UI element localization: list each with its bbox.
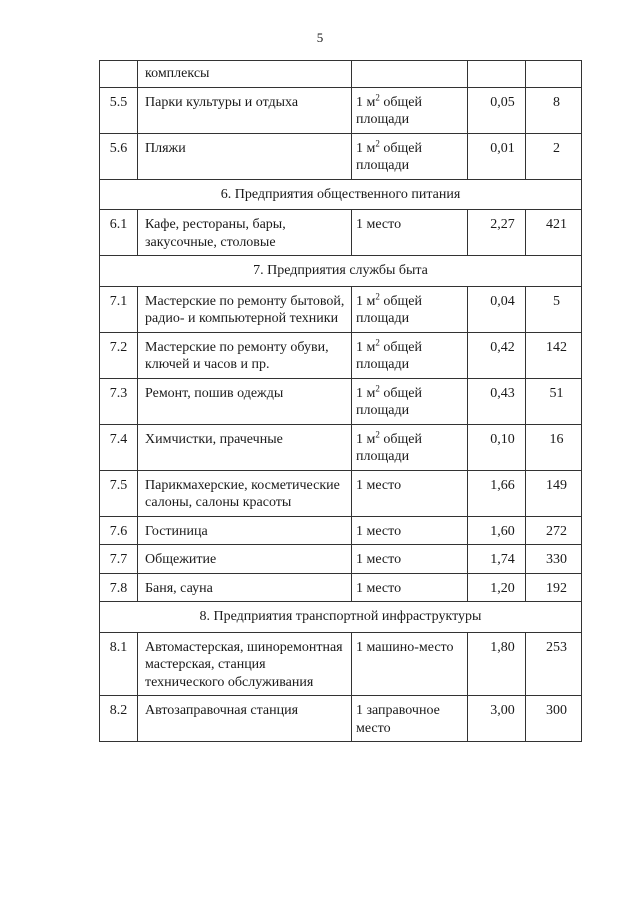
row-number: 6.1 xyxy=(100,210,138,256)
row-number: 8.1 xyxy=(100,632,138,696)
row-unit: 1 $м^2$ общей площади xyxy=(352,133,468,179)
norms-table xyxy=(99,60,582,742)
row-name: Автозаправочная станция xyxy=(138,696,352,742)
row-value-1: 0,43 xyxy=(468,378,526,424)
row-unit: 1 место xyxy=(352,545,468,574)
section-header-row xyxy=(100,179,582,210)
row-number: 7.1 xyxy=(100,286,138,332)
section-title: 8. Предприятия транспортной инфраструктуры xyxy=(100,602,582,633)
row-value-2: 142 xyxy=(526,332,582,378)
table-row xyxy=(100,87,582,133)
row-unit: 1 место xyxy=(352,573,468,602)
row-value-1: 1,66 xyxy=(468,470,526,516)
table-row xyxy=(100,424,582,470)
row-name: Кафе, рестораны, бары, закусочные, столовые xyxy=(138,210,352,256)
row-number: 7.3 xyxy=(100,378,138,424)
table-row xyxy=(100,378,582,424)
row-value-1: 1,20 xyxy=(468,573,526,602)
table-row xyxy=(100,133,582,179)
row-value-2: 5 xyxy=(526,286,582,332)
row-value-2: 300 xyxy=(526,696,582,742)
row-number: 7.5 xyxy=(100,470,138,516)
section-header-row xyxy=(100,256,582,287)
row-name: Пляжи xyxy=(138,133,352,179)
row-name: Химчистки, прачечные xyxy=(138,424,352,470)
row-value-1: 0,01 xyxy=(468,133,526,179)
row-value-2: 2 xyxy=(526,133,582,179)
row-value-1: 1,74 xyxy=(468,545,526,574)
row-value-1: 2,27 xyxy=(468,210,526,256)
row-value-2 xyxy=(526,61,582,88)
row-number: 7.6 xyxy=(100,516,138,545)
row-name: комплексы xyxy=(138,61,352,88)
row-number: 7.4 xyxy=(100,424,138,470)
row-value-1: 1,80 xyxy=(468,632,526,696)
row-name: Гостиница xyxy=(138,516,352,545)
row-value-1: 0,42 xyxy=(468,332,526,378)
row-value-2: 272 xyxy=(526,516,582,545)
table-row xyxy=(100,286,582,332)
row-name: Ремонт, пошив одежды xyxy=(138,378,352,424)
row-unit: 1 место xyxy=(352,470,468,516)
row-number: 5.5 xyxy=(100,87,138,133)
row-unit: 1 $м^2$ общей площади xyxy=(352,424,468,470)
row-unit: 1 $м^2$ общей площади xyxy=(352,87,468,133)
row-value-2: 421 xyxy=(526,210,582,256)
row-unit: 1 заправочное место xyxy=(352,696,468,742)
row-value-1: 0,05 xyxy=(468,87,526,133)
table-row xyxy=(100,516,582,545)
norms-table-body xyxy=(100,61,582,742)
row-number: 7.2 xyxy=(100,332,138,378)
table-row xyxy=(100,632,582,696)
row-name: Автомастерская, шиноремонтная мастерская, станция технического обслуживания xyxy=(138,632,352,696)
page-number: 5 xyxy=(316,30,324,45)
row-value-1 xyxy=(468,61,526,88)
row-value-1: 0,10 xyxy=(468,424,526,470)
table-row xyxy=(100,61,582,88)
row-unit xyxy=(352,61,468,88)
row-number: 8.2 xyxy=(100,696,138,742)
table-row xyxy=(100,696,582,742)
row-value-1: 0,04 xyxy=(468,286,526,332)
table-row xyxy=(100,470,582,516)
row-value-1: 1,60 xyxy=(468,516,526,545)
row-value-2: 8 xyxy=(526,87,582,133)
row-unit: 1 место xyxy=(352,516,468,545)
row-name: Мастерские по ремонту обуви, ключей и часов и пр. xyxy=(138,332,352,378)
row-value-2: 330 xyxy=(526,545,582,574)
section-title: 6. Предприятия общественного питания xyxy=(100,179,582,210)
row-unit: 1 $м^2$ общей площади xyxy=(352,378,468,424)
table-row xyxy=(100,573,582,602)
table-row xyxy=(100,210,582,256)
row-name: Парикмахерские, косметические салоны, салоны красоты xyxy=(138,470,352,516)
row-number: 7.8 xyxy=(100,573,138,602)
row-name: Мастерские по ремонту бытовой, радио- и компьютерной техники xyxy=(138,286,352,332)
row-unit: 1 $м^2$ общей площади xyxy=(352,332,468,378)
row-value-2: 51 xyxy=(526,378,582,424)
row-value-2: 149 xyxy=(526,470,582,516)
row-name: Парки культуры и отдыха xyxy=(138,87,352,133)
row-number: 7.7 xyxy=(100,545,138,574)
row-value-2: 192 xyxy=(526,573,582,602)
table-row xyxy=(100,332,582,378)
row-unit: 1 $м^2$ общей площади xyxy=(352,286,468,332)
row-value-1: 3,00 xyxy=(468,696,526,742)
section-header-row xyxy=(100,602,582,633)
row-value-2: 16 xyxy=(526,424,582,470)
row-name: Общежитие xyxy=(138,545,352,574)
row-unit: 1 место xyxy=(352,210,468,256)
row-name: Баня, сауна xyxy=(138,573,352,602)
row-unit: 1 машино-место xyxy=(352,632,468,696)
table-row xyxy=(100,545,582,574)
section-title: 7. Предприятия службы быта xyxy=(100,256,582,287)
row-number: 5.6 xyxy=(100,133,138,179)
row-number xyxy=(100,61,138,88)
row-value-2: 253 xyxy=(526,632,582,696)
